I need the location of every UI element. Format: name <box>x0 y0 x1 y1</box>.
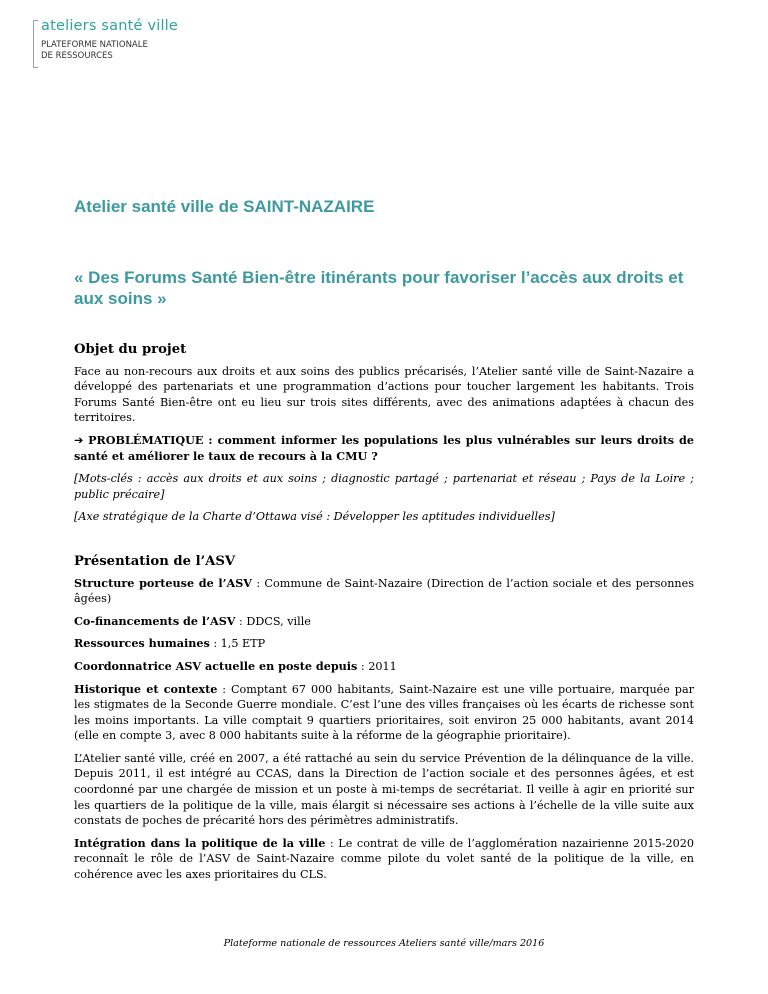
cofinancement-value: : DDCS, ville <box>235 614 311 628</box>
coordinator-paragraph <box>74 659 694 675</box>
history-value: : Comptant 67 000 habitants, Saint-Nazaire est une ville portuaire, marquée par les stigmates de la Seconde Guerre mondiale. C’est l’une des villes françaises où les écarts de richesse sont les moins importants. La ville comptait 9 quartiers prioritaires, soit environ 25 000 habitants, avant 2014 (elle en compte 3, avec 8 000 habitants suite à la réforme de la géographie prioritaire). <box>74 682 694 743</box>
structure-paragraph <box>74 576 694 607</box>
ressources-paragraph <box>74 636 694 652</box>
integration-value: : Le contrat de ville de l’agglomération nazairienne 2015-2020 reconnaît le rôle de l’ASV de Saint-Nazaire comme pilote du volet santé de la politique de la ville, en cohérence avec les axes prioritaires du CLS. <box>74 836 694 882</box>
logo-line-2: DE RESSOURCES <box>41 51 113 61</box>
page-subtitle: « Des Forums Santé Bien-être itinérants pour favoriser l’accès aux droits et aux soins » <box>74 268 684 308</box>
coordinator-label: Coordonnatrice ASV actuelle en poste depuis <box>74 658 358 673</box>
integration-label: Intégration dans la politique de la ville <box>74 835 326 850</box>
problematique-paragraph <box>74 433 694 464</box>
objet-paragraph: Face au non-recours aux droits et aux soins des publics précarisés, l’Atelier santé ville de Saint-Nazaire a développé des partenariats et une programmation d’actions pour toucher largement les habitants. Trois Forums Santé Bien-être ont eu lieu sur trois sites différents, avec des animations adaptées à chacun des territoires. <box>74 364 694 425</box>
structure-label: Structure porteuse de l’ASV <box>74 575 252 590</box>
axis-text: [Axe stratégique de la Charte d’Ottawa visé : Développer les aptitudes individuelles] <box>74 510 555 524</box>
axis-paragraph <box>74 509 694 525</box>
cofinancement-paragraph <box>74 614 694 630</box>
atelier-paragraph: L’Atelier santé ville, créé en 2007, a été rattaché au sein du service Prévention de la délinquance de la ville. Depuis 2011, il est intégré au CCAS, dans la Direction de l’action sociale et des personnes âgées, et est coordonné par une chargée de mission et un poste à mi-temps de secrétariat. Il veille à agir en priorité sur les quartiers de la politique de la ville, mais élargit si nécessaire ses actions à l’échelle de la ville suite aux constats de poches de précarité hors des périmètres administratifs. <box>74 751 694 828</box>
logo-bracket <box>33 20 38 68</box>
logo-subtitle <box>41 40 241 62</box>
cofinancement-label: Co-financements de l’ASV <box>74 613 236 628</box>
section-heading-objet: Objet du projet <box>74 342 187 357</box>
structure-value: : Commune de Saint-Nazaire (Direction de l’action sociale et des personnes âgées) <box>74 576 695 606</box>
section-spacer <box>74 532 694 554</box>
document-body <box>74 342 694 890</box>
integration-paragraph <box>74 836 694 883</box>
ressources-value: : 1,5 ETP <box>209 637 266 651</box>
logo-line-1: PLATEFORME NATIONALE <box>41 40 148 50</box>
logo-name: ateliers santé ville <box>41 18 179 34</box>
page-footer: Plateforme nationale de ressources Ateliers santé ville/mars 2016 <box>223 938 545 949</box>
page-title: Atelier santé ville de SAINT-NAZAIRE <box>74 197 375 216</box>
history-label: Historique et contexte <box>74 681 218 696</box>
history-paragraph <box>74 682 694 744</box>
problematique-text: PROBLÉMATIQUE : comment informer les populations les plus vulnérables sur leurs droits de santé et améliorer le taux de recours à la CMU ? <box>74 432 694 463</box>
ressources-label: Ressources humaines <box>74 636 210 651</box>
keywords-paragraph <box>74 471 694 502</box>
keywords-text: [Mots-clés : accès aux droits et aux soins ; diagnostic partagé ; partenariat et réseau ; Pays de la Loire ; public précaire] <box>74 472 694 501</box>
section-heading-presentation: Présentation de l’ASV <box>74 553 236 569</box>
coordinator-value: : 2011 <box>357 659 397 673</box>
arrow-right-icon: ➔ <box>74 433 84 447</box>
